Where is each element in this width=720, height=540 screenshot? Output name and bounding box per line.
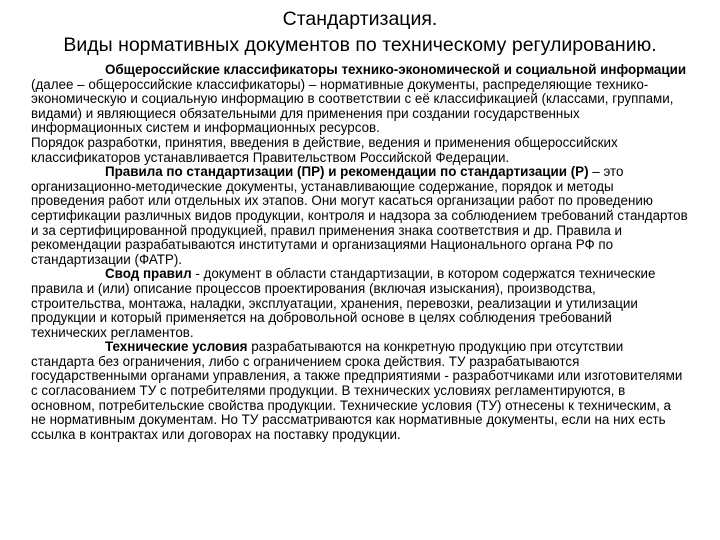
term-technical-conditions: Технические условия bbox=[105, 339, 248, 355]
paragraph-text: разрабатываются на конкретную продукцию при отсутствии стандарта без ограничения, либо с ограничением срока действия. ТУ разрабатываются государственными органами управления, а также предприятиями - разработчиками или изготовителями с согласованием ТУ с потребителями продукции. В технических условиях регламентируются, в основном, потребительские свойства продукции. Технические условия (ТУ) отнесены к техническим, а не нормативным документам. Но ТУ рассматриваются как нормативные документы, если на них есть ссылка в контрактах или договорах на поставку продукции. bbox=[31, 339, 683, 442]
paragraph-code-of-rules bbox=[31, 267, 689, 340]
paragraph-text: - документ в области стандартизации, в котором содержатся технические правила и (или) описание процессов проектирования (включая изыскания), производства, строительства, монтажа, наладки, эксплуатации, хранения, перевозки, реализации и утилизации продукции и который применяется на добровольной основе в целях соблюдения требований технических регламентов. bbox=[31, 266, 656, 340]
slide-title bbox=[0, 6, 720, 58]
term-classifiers: Общероссийские классификаторы технико-экономической и социальной информации bbox=[105, 62, 687, 77]
paragraph-technical-conditions bbox=[31, 340, 689, 442]
paragraph-rules-recommendations bbox=[31, 165, 689, 267]
slide-title-line-1: Стандартизация. bbox=[282, 8, 438, 30]
slide-title-line-2: Виды нормативных документов по техническому регулированию. bbox=[63, 34, 657, 56]
paragraph-text: Порядок разработки, принятия, введения в действие, ведения и применения общероссийских классификаторов устанавливается Правительством Российской Федерации. bbox=[31, 134, 618, 165]
paragraph-classifiers-procedure bbox=[31, 136, 689, 165]
slide-body bbox=[31, 63, 689, 442]
paragraph-text: (далее – общероссийские классификаторы) – нормативные документы, распределяющие технико-экономическую и социальную информацию в соответствии с её классификацией (классами, группами, видами) и являющиеся обязательными для применения при создании государственных информационных систем и информационных ресурсов. bbox=[31, 76, 674, 136]
term-rules-recommendations: Правила по стандартизации (ПР) и рекомендации по стандартизации (Р) bbox=[105, 164, 589, 180]
paragraph-classifiers bbox=[31, 63, 689, 136]
term-code-of-rules: Свод правил bbox=[105, 266, 192, 282]
paragraph-text: – это организационно-методические документы, устанавливающие содержание, порядок и методы проведения работ или отдельных их этапов. Они могут касаться организации работ по проведению сертификации различных видов продукции, контроля и надзора за соблюдением требований стандартов и за сертифицированной продукцией, правил применения знака соответствия и др. Правила и рекомендации разрабатываются институтами и организациями Национального органа РФ по стандартизации (ФАТР). bbox=[31, 164, 688, 267]
